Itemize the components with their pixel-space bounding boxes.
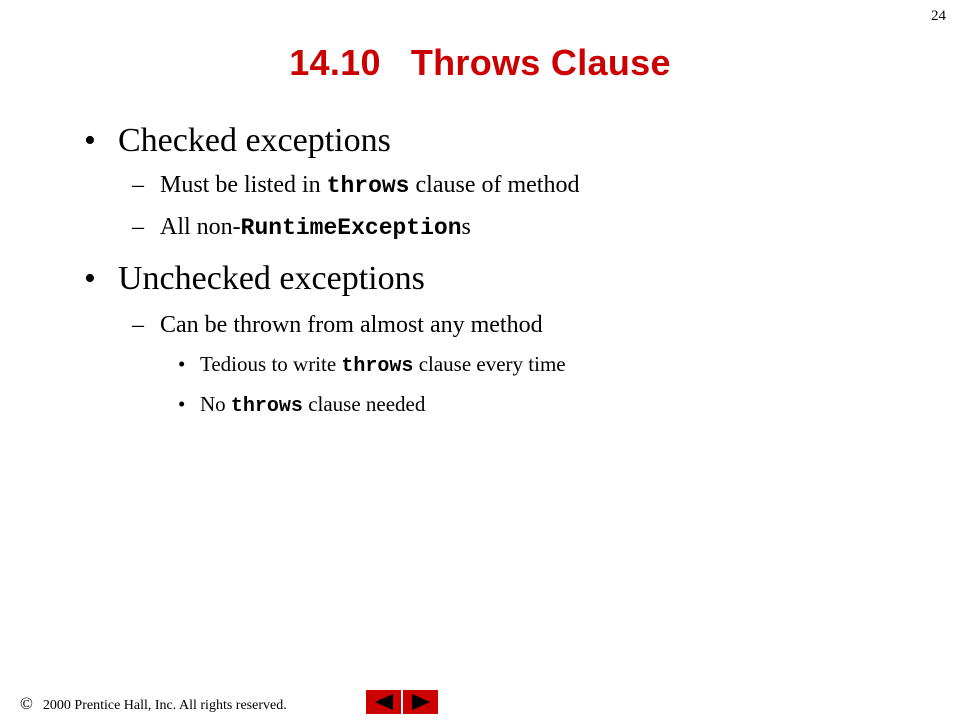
subitem-text: All non- bbox=[160, 214, 241, 240]
subsubitem-tedious bbox=[178, 352, 566, 378]
subitem-text: Can be thrown from almost any method bbox=[160, 312, 543, 338]
dash-marker: – bbox=[132, 312, 144, 338]
subsubitem-text: clause every time bbox=[413, 352, 566, 376]
copyright-text: 2000 Prentice Hall, Inc. All rights reserved. bbox=[42, 698, 287, 713]
previous-slide-button[interactable] bbox=[366, 690, 401, 714]
subsubitem-no-throws bbox=[178, 392, 425, 418]
subitem-can-be-thrown bbox=[132, 312, 543, 339]
dash-marker: – bbox=[132, 214, 144, 240]
next-slide-button[interactable] bbox=[403, 690, 438, 714]
subsubitem-text: Tedious to write bbox=[200, 352, 342, 376]
slide-navigation bbox=[366, 690, 438, 714]
bullet-unchecked-exceptions bbox=[84, 260, 425, 298]
bullet-heading: Checked exceptions bbox=[118, 122, 391, 159]
subitem-must-be-listed bbox=[132, 172, 579, 199]
copyright-footer bbox=[20, 694, 287, 714]
bullet-heading: Unchecked exceptions bbox=[118, 260, 425, 297]
triangle-right-icon bbox=[410, 693, 432, 711]
title-text: Throws Clause bbox=[410, 42, 671, 83]
triangle-left-icon bbox=[373, 693, 395, 711]
code-runtimeexception: RuntimeException bbox=[240, 215, 462, 241]
subitem-text: Must be listed in bbox=[160, 172, 327, 198]
subsubitem-text: No bbox=[200, 392, 231, 416]
bullet-checked-exceptions bbox=[84, 122, 391, 160]
bullet-dot: • bbox=[178, 352, 186, 376]
code-throws: throws bbox=[326, 173, 410, 199]
copyright-icon: © bbox=[20, 694, 33, 713]
subsubitem-text: clause needed bbox=[302, 392, 426, 416]
code-throws: throws bbox=[341, 355, 414, 378]
bullet-dot: • bbox=[178, 392, 186, 416]
slide-title bbox=[0, 42, 960, 84]
subitem-text: s bbox=[461, 214, 471, 240]
subitem-text: clause of method bbox=[409, 172, 580, 198]
code-throws: throws bbox=[230, 395, 303, 418]
section-number: 14.10 bbox=[289, 42, 381, 83]
bullet-dot: • bbox=[84, 260, 96, 297]
subitem-non-runtime bbox=[132, 214, 471, 241]
bullet-dot: • bbox=[84, 122, 96, 159]
page-number: 24 bbox=[931, 8, 946, 24]
dash-marker: – bbox=[132, 172, 144, 198]
